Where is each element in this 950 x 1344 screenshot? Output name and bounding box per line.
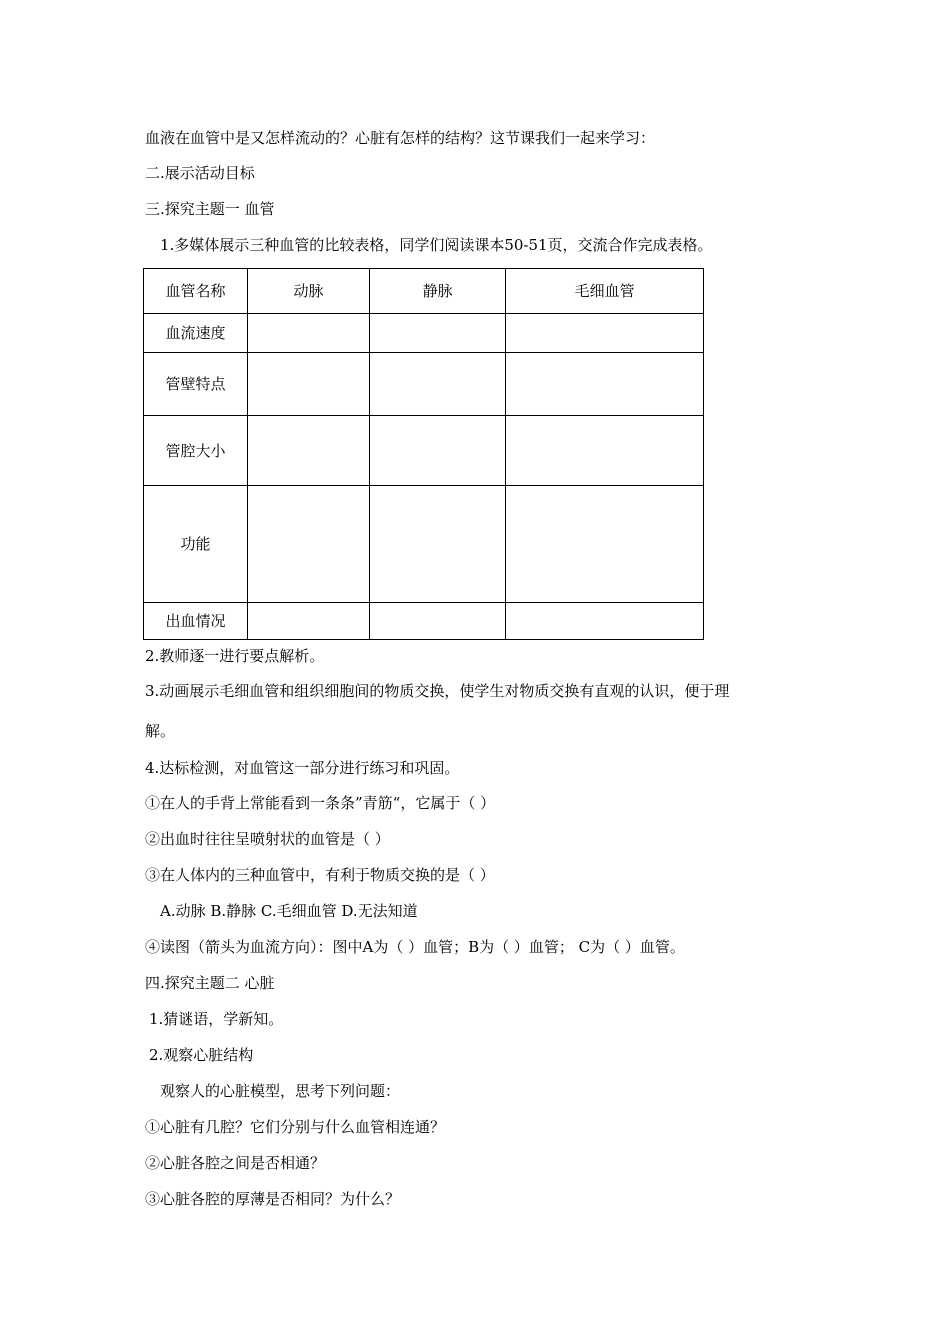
row-label: 管腔大小	[144, 416, 248, 486]
section-heading-heart: 四.探究主题二 心脏	[145, 974, 275, 992]
question-2: ②出血时往往呈喷射状的血管是（ ）	[145, 830, 390, 848]
blank-cell[interactable]	[506, 486, 704, 603]
table-row	[144, 486, 704, 603]
blank-cell[interactable]	[370, 603, 506, 640]
blank-cell[interactable]	[370, 486, 506, 603]
heart-question-1: ①心脏有几腔？它们分别与什么血管相连通？	[145, 1118, 446, 1136]
heart-intro: 观察人的心脏模型，思考下列问题：	[160, 1082, 401, 1100]
blank-cell[interactable]	[506, 416, 704, 486]
item-3-text: 3.动画展示毛细血管和组织细胞间的物质交换，使学生对物质交换有直观的认识，便于理	[145, 682, 730, 700]
blank-cell[interactable]	[506, 603, 704, 640]
question-3: ③在人体内的三种血管中，有利于物质交换的是（ ）	[145, 866, 495, 884]
question-4: ④读图（箭头为血流方向）：图中A为（ ）血管；B为（ ）血管； C为（ ）血管。	[145, 938, 685, 956]
blank-cell[interactable]	[247, 416, 369, 486]
blank-cell[interactable]	[506, 353, 704, 416]
intro-text: 血液在血管中是又怎样流动的？心脏有怎样的结构？这节课我们一起来学习：	[145, 129, 656, 147]
blank-cell[interactable]	[370, 314, 506, 353]
table-header-cell: 血管名称	[144, 269, 248, 314]
row-label: 功能	[144, 486, 248, 603]
heart-item-1: 1.猜谜语，学新知。	[149, 1010, 284, 1028]
item-3-text-cont: 解。	[145, 722, 176, 740]
heart-item-2: 2.观察心脏结构	[149, 1046, 254, 1064]
blank-cell[interactable]	[247, 314, 369, 353]
question-1: ①在人的手背上常能看到一条条”青筋“，它属于（ ）	[145, 794, 496, 812]
table-row	[144, 416, 704, 486]
blank-cell[interactable]	[247, 353, 369, 416]
row-label: 血流速度	[144, 314, 248, 353]
blank-cell[interactable]	[247, 603, 369, 640]
table-row	[144, 603, 704, 640]
blank-cell[interactable]	[370, 353, 506, 416]
table-header-cell: 动脉	[247, 269, 369, 314]
section-heading-goals: 二.展示活动目标	[145, 164, 255, 182]
table-header-row	[144, 269, 704, 314]
item-1-text: 1.多媒体展示三种血管的比较表格，同学们阅读课本50-51页，交流合作完成表格。	[160, 236, 713, 254]
row-label: 管壁特点	[144, 353, 248, 416]
table-row	[144, 314, 704, 353]
table-row	[144, 353, 704, 416]
section-heading-vessels: 三.探究主题一 血管	[145, 200, 275, 218]
blank-cell[interactable]	[370, 416, 506, 486]
table-header-cell: 静脉	[370, 269, 506, 314]
table-header-cell: 毛细血管	[506, 269, 704, 314]
heart-question-2: ②心脏各腔之间是否相通？	[145, 1154, 326, 1172]
blank-cell[interactable]	[506, 314, 704, 353]
answer-options: A.动脉 B.静脉 C.毛细血管 D.无法知道	[160, 902, 418, 920]
item-4-text: 4.达标检测，对血管这一部分进行练习和巩固。	[145, 759, 460, 777]
blank-cell[interactable]	[247, 486, 369, 603]
heart-question-3: ③心脏各腔的厚薄是否相同？为什么？	[145, 1190, 401, 1208]
vessel-comparison-table	[143, 268, 704, 640]
row-label: 出血情况	[144, 603, 248, 640]
item-2-text: 2.教师逐一进行要点解析。	[145, 647, 325, 665]
